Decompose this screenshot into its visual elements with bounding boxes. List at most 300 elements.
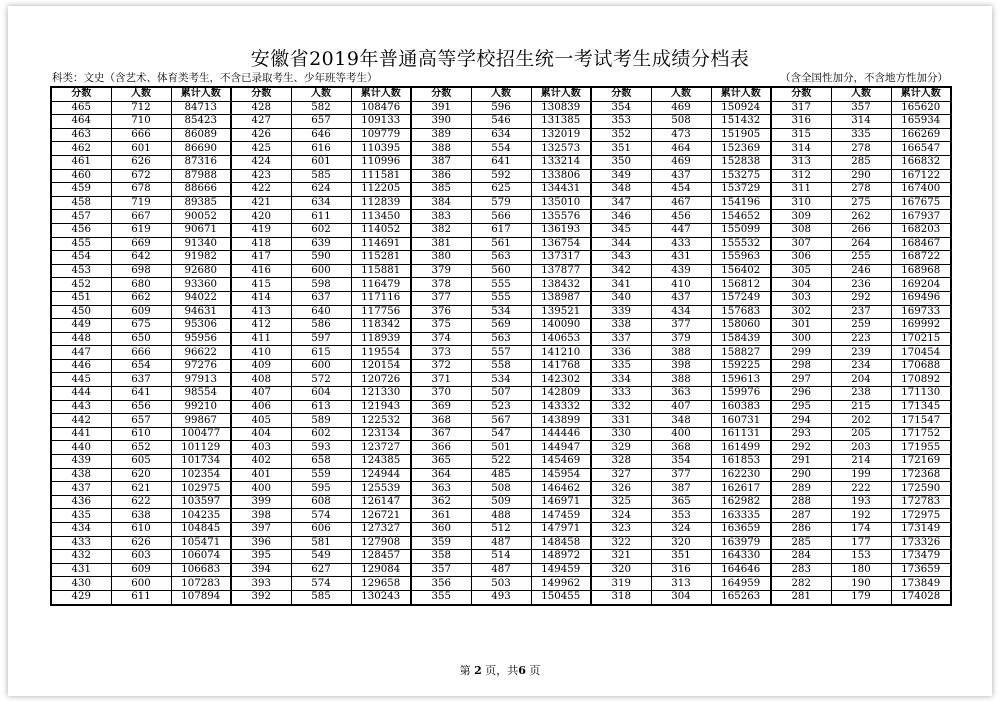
- count-cell: 602: [291, 223, 351, 237]
- count-cell: 437: [651, 291, 711, 305]
- count-cell: 493: [471, 590, 531, 604]
- score-cell: 295: [771, 400, 831, 414]
- count-cell: 262: [831, 210, 891, 224]
- count-cell: 602: [291, 427, 351, 441]
- score-cell: 360: [411, 523, 471, 537]
- score-cell: 358: [411, 550, 471, 564]
- cumulative-cell: 114052: [351, 223, 411, 237]
- count-cell: 617: [471, 223, 531, 237]
- score-cell: 459: [51, 183, 111, 197]
- cumulative-cell: 162617: [711, 482, 771, 496]
- score-cell: 431: [51, 563, 111, 577]
- score-cell: 286: [771, 523, 831, 537]
- score-cell: 335: [591, 359, 651, 373]
- count-cell: 467: [651, 196, 711, 210]
- table-row: [51, 319, 951, 333]
- count-cell: 666: [111, 128, 171, 142]
- cumulative-cell: 111581: [351, 169, 411, 183]
- table-row: [51, 169, 951, 183]
- score-cell: 451: [51, 291, 111, 305]
- count-cell: 473: [651, 128, 711, 142]
- score-cell: 290: [771, 468, 831, 482]
- table-row: [51, 291, 951, 305]
- current-page-number: 2: [474, 664, 482, 677]
- count-cell: 637: [111, 373, 171, 387]
- count-cell: 433: [651, 237, 711, 251]
- count-cell: 604: [291, 387, 351, 401]
- count-cell: 598: [291, 278, 351, 292]
- score-cell: 413: [231, 305, 291, 319]
- cumulative-cell: 123134: [351, 427, 411, 441]
- score-cell: 394: [231, 563, 291, 577]
- count-cell: 534: [471, 373, 531, 387]
- score-cell: 428: [231, 101, 291, 115]
- cumulative-cell: 116479: [351, 278, 411, 292]
- count-cell: 547: [471, 427, 531, 441]
- score-cell: 399: [231, 495, 291, 509]
- table-row: [51, 210, 951, 224]
- count-cell: 557: [471, 346, 531, 360]
- cumulative-cell: 88666: [171, 183, 231, 197]
- score-cell: 444: [51, 387, 111, 401]
- cumulative-cell: 135010: [531, 196, 591, 210]
- count-cell: 469: [651, 155, 711, 169]
- count-cell: 285: [831, 155, 891, 169]
- count-cell: 559: [291, 468, 351, 482]
- count-cell: 313: [651, 577, 711, 591]
- score-cell: 283: [771, 563, 831, 577]
- count-cell: 561: [471, 237, 531, 251]
- count-cell: 290: [831, 169, 891, 183]
- cumulative-cell: 130243: [351, 590, 411, 604]
- footer-middle: 页，共: [481, 664, 519, 677]
- count-cell: 627: [291, 563, 351, 577]
- cumulative-cell: 140090: [531, 319, 591, 333]
- count-cell: 487: [471, 563, 531, 577]
- score-cell: 396: [231, 536, 291, 550]
- cumulative-cell: 146462: [531, 482, 591, 496]
- cumulative-cell: 173659: [891, 563, 951, 577]
- count-cell: 400: [651, 427, 711, 441]
- score-table: [50, 86, 952, 606]
- score-cell: 376: [411, 305, 471, 319]
- page-title: 安徽省2019年普通高等学校招生统一考试考生成绩分档表: [250, 48, 750, 70]
- cumulative-cell: 160383: [711, 400, 771, 414]
- score-cell: 433: [51, 536, 111, 550]
- score-cell: 380: [411, 251, 471, 265]
- score-cell: 381: [411, 237, 471, 251]
- score-cell: 306: [771, 251, 831, 265]
- table-row: [51, 441, 951, 455]
- count-cell: 431: [651, 251, 711, 265]
- score-cell: 414: [231, 291, 291, 305]
- score-cell: 338: [591, 319, 651, 333]
- cumulative-cell: 163979: [711, 536, 771, 550]
- score-cell: 458: [51, 196, 111, 210]
- count-cell: 554: [471, 142, 531, 156]
- count-cell: 275: [831, 196, 891, 210]
- score-cell: 336: [591, 346, 651, 360]
- cumulative-cell: 124944: [351, 468, 411, 482]
- cumulative-cell: 139521: [531, 305, 591, 319]
- cumulative-cell: 148972: [531, 550, 591, 564]
- table-row: [51, 237, 951, 251]
- count-cell: 377: [651, 319, 711, 333]
- cumulative-cell: 163335: [711, 509, 771, 523]
- cumulative-cell: 132573: [531, 142, 591, 156]
- score-cell: 424: [231, 155, 291, 169]
- cumulative-header: 累计人数: [711, 87, 771, 101]
- count-cell: 215: [831, 400, 891, 414]
- cumulative-cell: 140653: [531, 332, 591, 346]
- count-cell: 641: [111, 387, 171, 401]
- score-cell: 395: [231, 550, 291, 564]
- score-cell: 304: [771, 278, 831, 292]
- score-cell: 408: [231, 373, 291, 387]
- score-cell: 346: [591, 210, 651, 224]
- score-cell: 285: [771, 536, 831, 550]
- score-cell: 437: [51, 482, 111, 496]
- count-cell: 199: [831, 468, 891, 482]
- count-cell: 606: [291, 523, 351, 537]
- cumulative-cell: 120726: [351, 373, 411, 387]
- table-row: [51, 196, 951, 210]
- cumulative-cell: 169733: [891, 305, 951, 319]
- cumulative-cell: 146971: [531, 495, 591, 509]
- count-header: 人数: [651, 87, 711, 101]
- cumulative-cell: 122532: [351, 414, 411, 428]
- count-cell: 569: [471, 319, 531, 333]
- score-cell: 350: [591, 155, 651, 169]
- score-cell: 449: [51, 319, 111, 333]
- count-cell: 447: [651, 223, 711, 237]
- score-cell: 320: [591, 563, 651, 577]
- count-cell: 560: [471, 264, 531, 278]
- count-cell: 567: [471, 414, 531, 428]
- cumulative-cell: 94022: [171, 291, 231, 305]
- score-cell: 387: [411, 155, 471, 169]
- score-cell: 442: [51, 414, 111, 428]
- cumulative-cell: 99867: [171, 414, 231, 428]
- count-cell: 354: [651, 455, 711, 469]
- cumulative-cell: 152838: [711, 155, 771, 169]
- score-cell: 305: [771, 264, 831, 278]
- cumulative-cell: 87988: [171, 169, 231, 183]
- count-cell: 259: [831, 319, 891, 333]
- count-cell: 377: [651, 468, 711, 482]
- score-cell: 415: [231, 278, 291, 292]
- count-cell: 652: [111, 441, 171, 455]
- cumulative-cell: 171345: [891, 400, 951, 414]
- score-cell: 315: [771, 128, 831, 142]
- cumulative-cell: 170215: [891, 332, 951, 346]
- cumulative-cell: 96622: [171, 346, 231, 360]
- score-header: 分数: [771, 87, 831, 101]
- count-cell: 581: [291, 536, 351, 550]
- score-cell: 325: [591, 495, 651, 509]
- count-cell: 514: [471, 550, 531, 564]
- cumulative-header: 累计人数: [351, 87, 411, 101]
- count-cell: 523: [471, 400, 531, 414]
- score-cell: 309: [771, 210, 831, 224]
- cumulative-cell: 172368: [891, 468, 951, 482]
- cumulative-cell: 156812: [711, 278, 771, 292]
- count-header: 人数: [111, 87, 171, 101]
- score-cell: 460: [51, 169, 111, 183]
- score-cell: 356: [411, 577, 471, 591]
- score-cell: 388: [411, 142, 471, 156]
- score-cell: 322: [591, 536, 651, 550]
- score-cell: 404: [231, 427, 291, 441]
- count-cell: 246: [831, 264, 891, 278]
- count-cell: 439: [651, 264, 711, 278]
- count-cell: 410: [651, 278, 711, 292]
- count-header: 人数: [831, 87, 891, 101]
- count-cell: 193: [831, 495, 891, 509]
- score-cell: 409: [231, 359, 291, 373]
- cumulative-cell: 118342: [351, 319, 411, 333]
- score-cell: 391: [411, 101, 471, 115]
- cumulative-cell: 119554: [351, 346, 411, 360]
- table-row: [51, 223, 951, 237]
- count-cell: 622: [111, 495, 171, 509]
- count-cell: 698: [111, 264, 171, 278]
- score-cell: 337: [591, 332, 651, 346]
- score-cell: 362: [411, 495, 471, 509]
- score-cell: 405: [231, 414, 291, 428]
- score-cell: 340: [591, 291, 651, 305]
- count-cell: 585: [291, 590, 351, 604]
- score-cell: 418: [231, 237, 291, 251]
- score-cell: 374: [411, 332, 471, 346]
- score-cell: 419: [231, 223, 291, 237]
- cumulative-cell: 164959: [711, 577, 771, 591]
- table-row: [51, 536, 951, 550]
- cumulative-cell: 107894: [171, 590, 231, 604]
- count-cell: 388: [651, 373, 711, 387]
- cumulative-cell: 112205: [351, 183, 411, 197]
- cumulative-cell: 173479: [891, 550, 951, 564]
- count-cell: 600: [291, 264, 351, 278]
- score-cell: 456: [51, 223, 111, 237]
- score-cell: 422: [231, 183, 291, 197]
- count-cell: 238: [831, 387, 891, 401]
- count-cell: 620: [111, 468, 171, 482]
- score-cell: 323: [591, 523, 651, 537]
- cumulative-cell: 167400: [891, 183, 951, 197]
- count-cell: 710: [111, 115, 171, 129]
- cumulative-cell: 154196: [711, 196, 771, 210]
- cumulative-cell: 104845: [171, 523, 231, 537]
- score-cell: 443: [51, 400, 111, 414]
- count-cell: 357: [831, 101, 891, 115]
- cumulative-cell: 86089: [171, 128, 231, 142]
- count-cell: 624: [291, 183, 351, 197]
- cumulative-cell: 121943: [351, 400, 411, 414]
- cumulative-cell: 149962: [531, 577, 591, 591]
- count-cell: 563: [471, 251, 531, 265]
- score-cell: 372: [411, 359, 471, 373]
- count-cell: 579: [471, 196, 531, 210]
- count-cell: 626: [111, 536, 171, 550]
- score-cell: 355: [411, 590, 471, 604]
- score-cell: 378: [411, 278, 471, 292]
- cumulative-cell: 105471: [171, 536, 231, 550]
- count-cell: 503: [471, 577, 531, 591]
- cumulative-cell: 166832: [891, 155, 951, 169]
- cumulative-cell: 167675: [891, 196, 951, 210]
- score-cell: 339: [591, 305, 651, 319]
- count-cell: 675: [111, 319, 171, 333]
- count-cell: 641: [471, 155, 531, 169]
- score-cell: 445: [51, 373, 111, 387]
- count-cell: 522: [471, 455, 531, 469]
- count-cell: 662: [111, 291, 171, 305]
- count-cell: 324: [651, 523, 711, 537]
- count-cell: 534: [471, 305, 531, 319]
- count-cell: 464: [651, 142, 711, 156]
- cumulative-cell: 160731: [711, 414, 771, 428]
- cumulative-cell: 103597: [171, 495, 231, 509]
- table-row: [51, 346, 951, 360]
- score-cell: 351: [591, 142, 651, 156]
- cumulative-cell: 90052: [171, 210, 231, 224]
- count-cell: 351: [651, 550, 711, 564]
- cumulative-header: 累计人数: [891, 87, 951, 101]
- cumulative-cell: 90671: [171, 223, 231, 237]
- count-cell: 608: [291, 495, 351, 509]
- count-cell: 646: [291, 128, 351, 142]
- table-row: [51, 414, 951, 428]
- score-cell: 377: [411, 291, 471, 305]
- count-cell: 335: [831, 128, 891, 142]
- score-cell: 311: [771, 183, 831, 197]
- count-cell: 585: [291, 169, 351, 183]
- cumulative-cell: 171955: [891, 441, 951, 455]
- score-cell: 317: [771, 101, 831, 115]
- count-cell: 320: [651, 536, 711, 550]
- cumulative-cell: 118939: [351, 332, 411, 346]
- cumulative-cell: 137877: [531, 264, 591, 278]
- score-cell: 287: [771, 509, 831, 523]
- count-cell: 236: [831, 278, 891, 292]
- cumulative-cell: 168722: [891, 251, 951, 265]
- cumulative-cell: 149459: [531, 563, 591, 577]
- count-cell: 205: [831, 427, 891, 441]
- page-footer: [0, 662, 1000, 678]
- count-cell: 379: [651, 332, 711, 346]
- count-header: 人数: [471, 87, 531, 101]
- cumulative-cell: 112839: [351, 196, 411, 210]
- cumulative-cell: 106683: [171, 563, 231, 577]
- cumulative-cell: 172783: [891, 495, 951, 509]
- score-cell: 345: [591, 223, 651, 237]
- table-row: [51, 155, 951, 169]
- cumulative-cell: 162230: [711, 468, 771, 482]
- score-cell: 334: [591, 373, 651, 387]
- table-row: [51, 523, 951, 537]
- count-cell: 658: [291, 455, 351, 469]
- count-cell: 180: [831, 563, 891, 577]
- cumulative-cell: 115881: [351, 264, 411, 278]
- count-cell: 605: [111, 455, 171, 469]
- score-cell: 352: [591, 128, 651, 142]
- count-cell: 609: [111, 563, 171, 577]
- cumulative-cell: 95956: [171, 332, 231, 346]
- score-cell: 319: [591, 577, 651, 591]
- score-cell: 292: [771, 441, 831, 455]
- count-cell: 611: [291, 210, 351, 224]
- score-cell: 452: [51, 278, 111, 292]
- score-cell: 318: [591, 590, 651, 604]
- count-cell: 572: [291, 373, 351, 387]
- cumulative-cell: 157249: [711, 291, 771, 305]
- count-cell: 625: [471, 183, 531, 197]
- cumulative-cell: 84713: [171, 101, 231, 115]
- score-cell: 347: [591, 196, 651, 210]
- count-cell: 437: [651, 169, 711, 183]
- cumulative-cell: 150924: [711, 101, 771, 115]
- cumulative-cell: 156402: [711, 264, 771, 278]
- score-cell: 348: [591, 183, 651, 197]
- score-cell: 379: [411, 264, 471, 278]
- count-cell: 365: [651, 495, 711, 509]
- count-cell: 603: [111, 550, 171, 564]
- score-cell: 282: [771, 577, 831, 591]
- count-cell: 719: [111, 196, 171, 210]
- score-cell: 434: [51, 523, 111, 537]
- count-cell: 712: [111, 101, 171, 115]
- score-cell: 435: [51, 509, 111, 523]
- bonus-note: （含全国性加分，不含地方性加分）: [780, 72, 948, 84]
- score-cell: 440: [51, 441, 111, 455]
- cumulative-cell: 101129: [171, 441, 231, 455]
- count-cell: 657: [111, 414, 171, 428]
- cumulative-cell: 172975: [891, 509, 951, 523]
- count-cell: 190: [831, 577, 891, 591]
- count-cell: 485: [471, 468, 531, 482]
- cumulative-cell: 164330: [711, 550, 771, 564]
- cumulative-cell: 101734: [171, 455, 231, 469]
- cumulative-cell: 136754: [531, 237, 591, 251]
- count-cell: 368: [651, 441, 711, 455]
- table-row: [51, 427, 951, 441]
- cumulative-cell: 109779: [351, 128, 411, 142]
- table-row: [51, 101, 951, 115]
- count-cell: 650: [111, 332, 171, 346]
- score-cell: 455: [51, 237, 111, 251]
- score-cell: 406: [231, 400, 291, 414]
- score-cell: 417: [231, 251, 291, 265]
- count-cell: 601: [291, 155, 351, 169]
- table-row: [51, 577, 951, 591]
- score-cell: 365: [411, 455, 471, 469]
- score-cell: 383: [411, 210, 471, 224]
- score-cell: 332: [591, 400, 651, 414]
- count-cell: 434: [651, 305, 711, 319]
- cumulative-cell: 161131: [711, 427, 771, 441]
- count-cell: 454: [651, 183, 711, 197]
- score-header: 分数: [231, 87, 291, 101]
- score-cell: 425: [231, 142, 291, 156]
- count-cell: 174: [831, 523, 891, 537]
- cumulative-cell: 89385: [171, 196, 231, 210]
- count-cell: 507: [471, 387, 531, 401]
- score-cell: 298: [771, 359, 831, 373]
- cumulative-cell: 158439: [711, 332, 771, 346]
- table-row: [51, 128, 951, 142]
- count-cell: 574: [291, 577, 351, 591]
